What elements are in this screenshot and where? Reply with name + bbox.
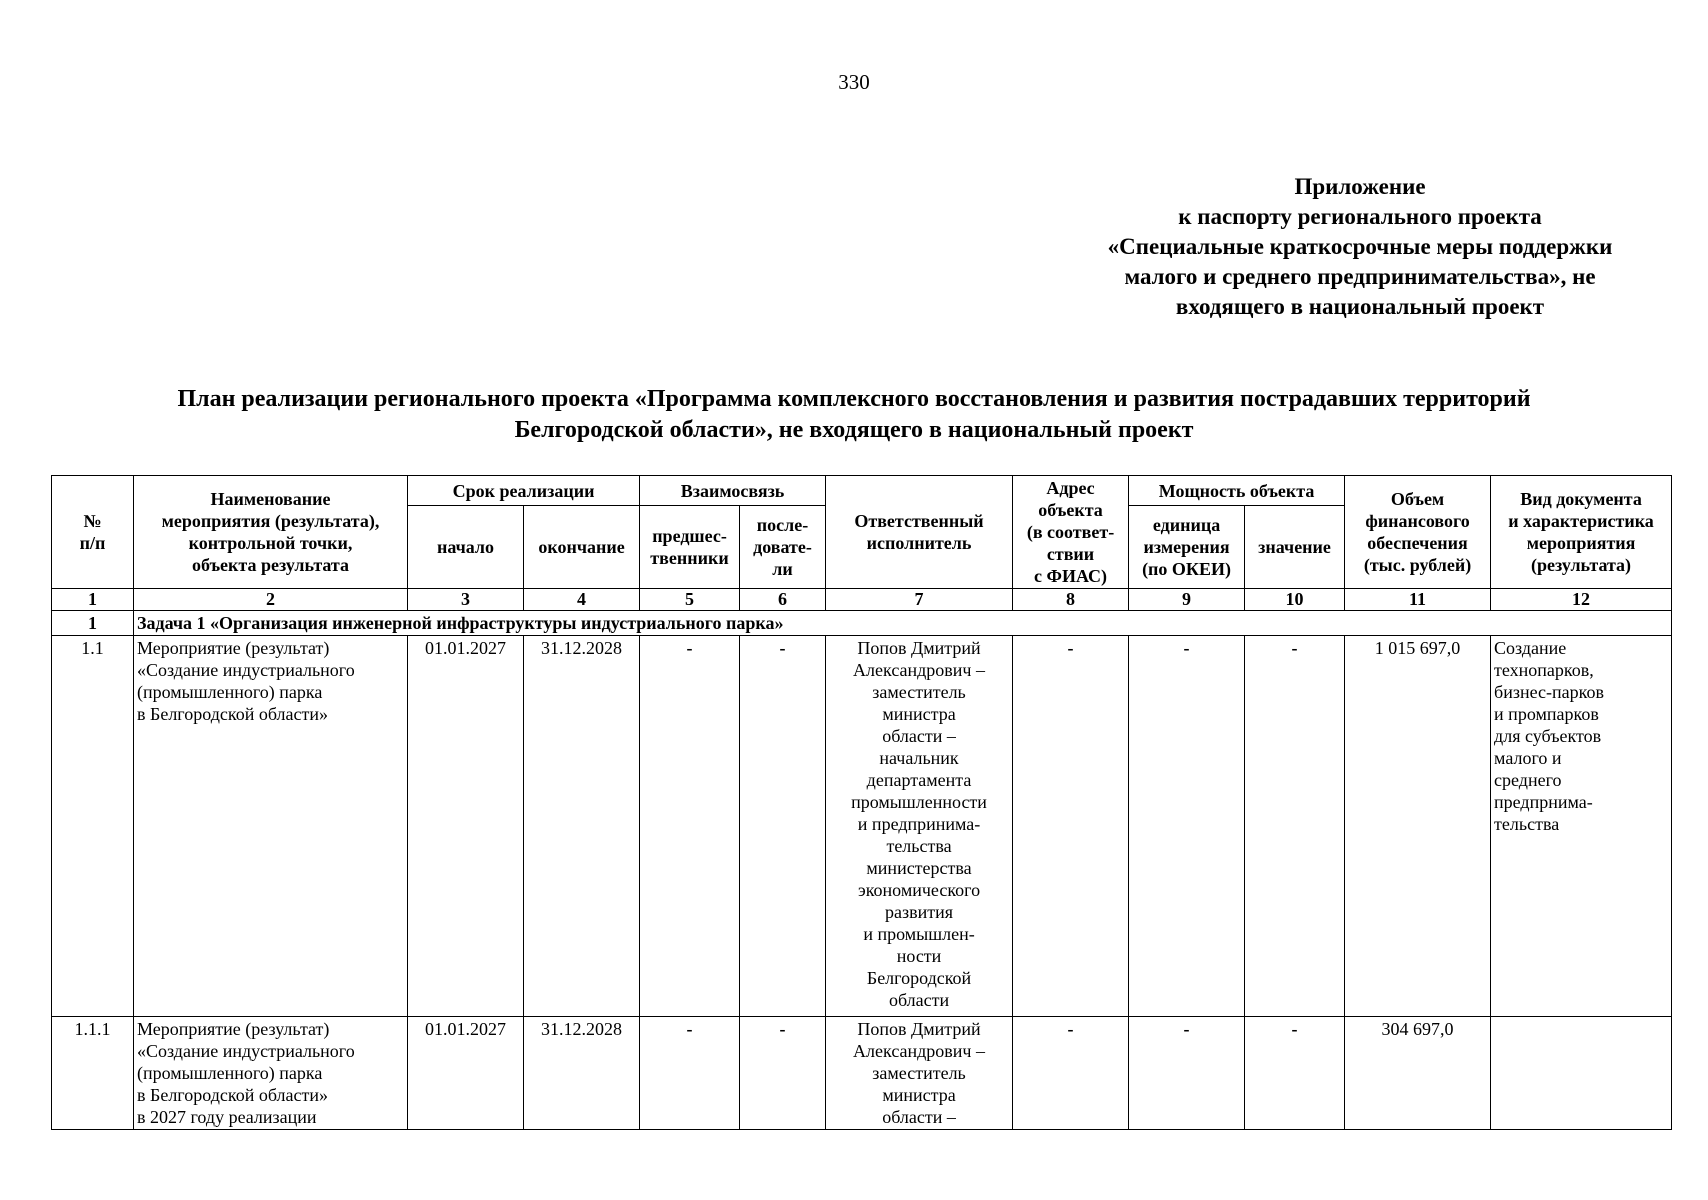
header-term-end: окончание: [524, 506, 640, 589]
row-end: 31.12.2028: [524, 636, 640, 1017]
header-row: [52, 476, 1672, 506]
header-responsible: Ответственный исполнитель: [826, 476, 1013, 589]
row-num: 1.1.1: [52, 1017, 134, 1130]
plan-table: [51, 475, 1672, 1130]
row-volume: 304 697,0: [1345, 1017, 1491, 1130]
appendix-line: входящего в национальный проект: [1175, 294, 1545, 319]
header-name: Наименование мероприятия (результата), контрольной точки, объекта результата: [134, 476, 408, 589]
header-num: № п/п: [52, 476, 134, 589]
header-term: Срок реализации: [408, 476, 640, 506]
column-number: 12: [1491, 589, 1672, 611]
row-prev: -: [640, 636, 740, 1017]
column-number: 6: [740, 589, 826, 611]
page-number: 330: [838, 70, 870, 94]
header-relation-prev: предшес- твенники: [640, 506, 740, 589]
row-unit: -: [1129, 636, 1245, 1017]
row-start: 01.01.2027: [408, 1017, 524, 1130]
column-number: 4: [524, 589, 640, 611]
column-number: 8: [1013, 589, 1129, 611]
task-row: [52, 611, 1672, 636]
header-capacity: Мощность объекта: [1129, 476, 1345, 506]
appendix-header: [1050, 172, 1670, 322]
header-volume: Объем финансового обеспечения (тыс. рублей): [1345, 476, 1491, 589]
header-relation-next: после- довате- ли: [740, 506, 826, 589]
row-end: 31.12.2028: [524, 1017, 640, 1130]
column-number: 9: [1129, 589, 1245, 611]
row-responsible: Попов Дмитрий Александрович – заместитель министра области –: [826, 1017, 1013, 1130]
row-responsible: Попов Дмитрий Александрович – заместитель министра области – начальник департамента промышленности и предпринима- тельства министерства экономического развития и промышлен- ности Белгородской области: [826, 636, 1013, 1017]
row-unit: -: [1129, 1017, 1245, 1130]
plan-title: [40, 384, 1668, 446]
row-address: -: [1013, 1017, 1129, 1130]
column-number: 1: [52, 589, 134, 611]
row-volume: 1 015 697,0: [1345, 636, 1491, 1017]
row-doc-type: [1491, 1017, 1672, 1130]
row-doc-type: Создание технопарков, бизнес-парков и промпарков для субъектов малого и среднего предпрнима- тельства: [1491, 636, 1672, 1017]
row-name: Мероприятие (результат) «Создание индустриального (промышленного) парка в Белгородской области»: [134, 636, 408, 1017]
row-next: -: [740, 1017, 826, 1130]
appendix-line: малого и среднего предпринимательства», не: [1124, 264, 1596, 289]
column-number: 2: [134, 589, 408, 611]
header-capacity-value: значение: [1245, 506, 1345, 589]
column-number: 11: [1345, 589, 1491, 611]
column-number: 5: [640, 589, 740, 611]
header-address: Адрес объекта (в соответ- ствии с ФИАС): [1013, 476, 1129, 589]
column-number: 3: [408, 589, 524, 611]
plan-title-line: План реализации регионального проекта «Программа комплексного восстановления и развития пострадавших территорий: [177, 386, 1531, 412]
appendix-line: Приложение: [1294, 174, 1426, 199]
appendix-line: к паспорту регионального проекта: [1178, 204, 1542, 229]
task-num: 1: [52, 611, 134, 636]
appendix-line: «Специальные краткосрочные меры поддержки: [1107, 234, 1613, 259]
plan-title-line: Белгородской области», не входящего в национальный проект: [514, 417, 1194, 443]
row-num: 1.1: [52, 636, 134, 1017]
header-relation: Взаимосвязь: [640, 476, 826, 506]
row-name: Мероприятие (результат) «Создание индустриального (промышленного) парка в Белгородской области» в 2027 году реализации: [134, 1017, 408, 1130]
row-value: -: [1245, 1017, 1345, 1130]
table-row: [52, 1017, 1672, 1130]
row-prev: -: [640, 1017, 740, 1130]
column-number-row: [52, 589, 1672, 611]
header-doc-type: Вид документа и характеристика мероприятия (результата): [1491, 476, 1672, 589]
column-number: 10: [1245, 589, 1345, 611]
row-next: -: [740, 636, 826, 1017]
column-number: 7: [826, 589, 1013, 611]
row-value: -: [1245, 636, 1345, 1017]
header-capacity-unit: единица измерения (по ОКЕИ): [1129, 506, 1245, 589]
row-start: 01.01.2027: [408, 636, 524, 1017]
table-row: [52, 636, 1672, 1017]
task-text: Задача 1 «Организация инженерной инфраструктуры индустриального парка»: [134, 611, 1672, 636]
header-term-start: начало: [408, 506, 524, 589]
row-address: -: [1013, 636, 1129, 1017]
